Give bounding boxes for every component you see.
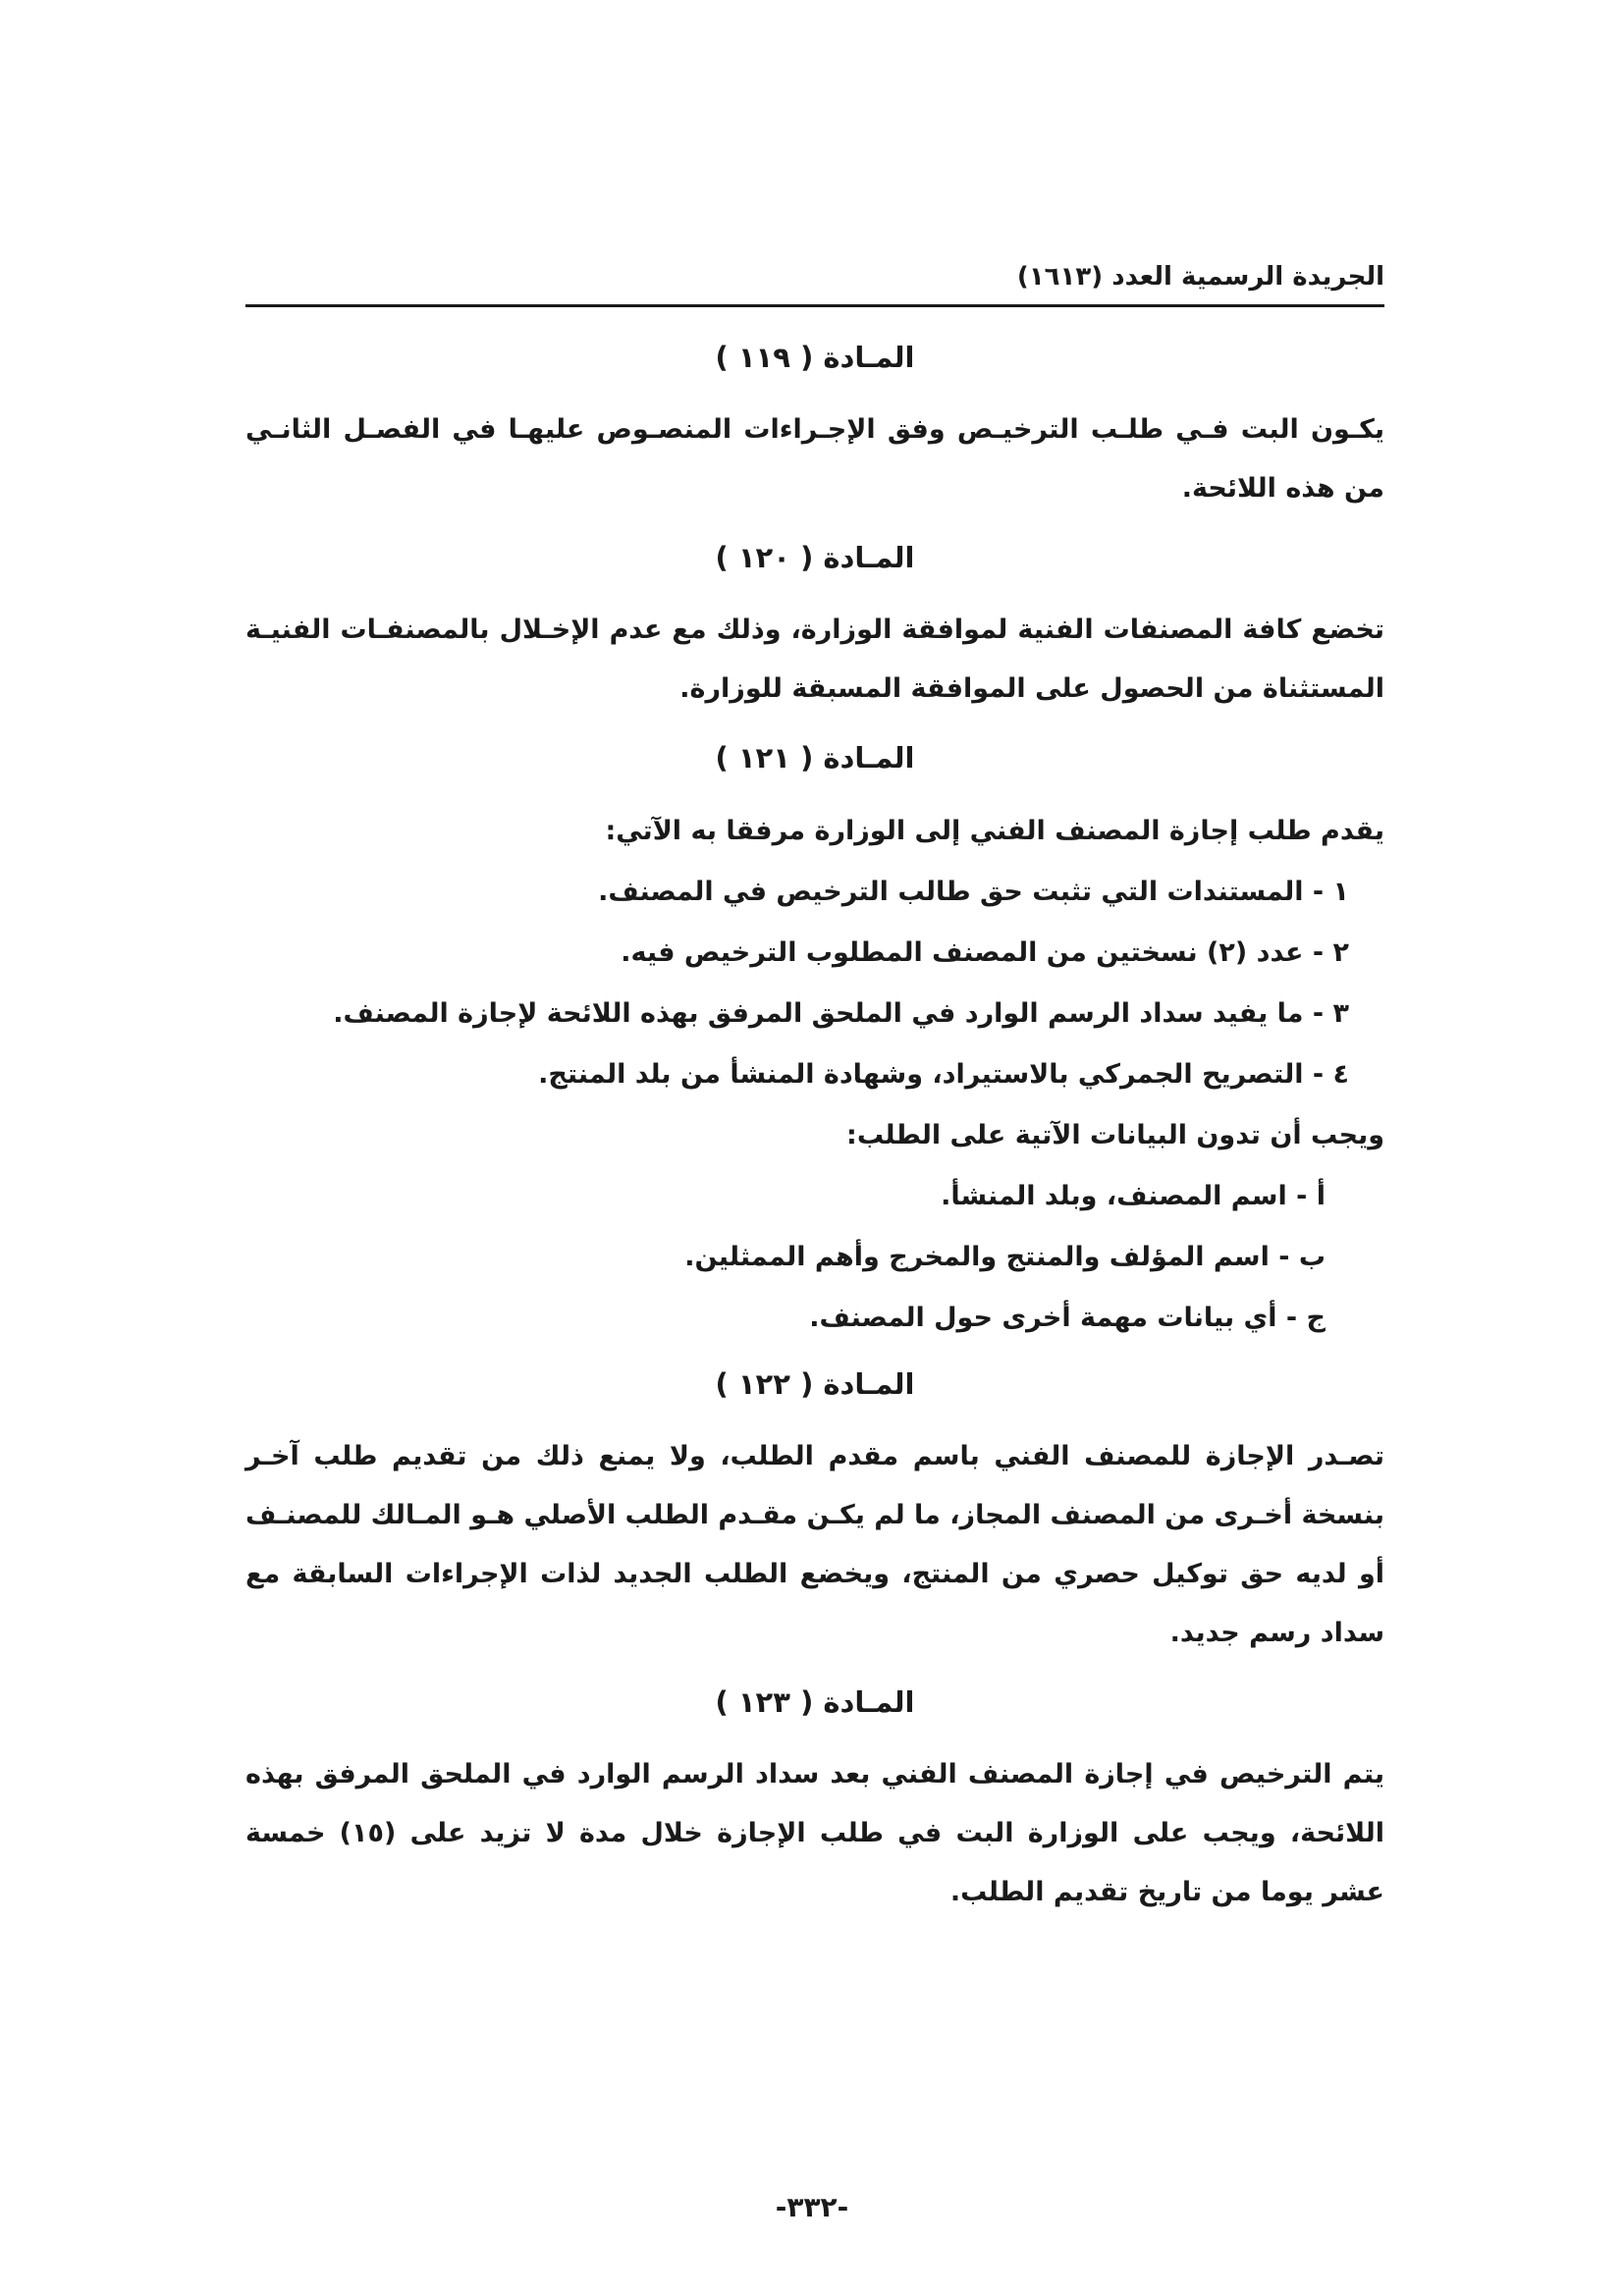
sub-list-item: ب - اسم المؤلف والمنتج والمخرج وأهم الممثلين. (684, 1242, 1326, 1272)
article-122-text: تصـدر الإجازة للمصنف الفني باسم مقدم الطلب، ولا يمنع ذلك من تقديم طلب آخـر بنسخة أخـرى من المصنف المجاز، ما لم يكـن مقـدم الطلب الأصلي هـو المـالك للمصنـف أو لديه حق توكيل حصري من المنتج، ويخضع الطلب الجديد لذات الإجراءات السابقة مع سداد رسم جديد. (245, 1441, 1384, 1648)
article-title-120: المـادة ( ١٢٠ ) (715, 541, 915, 574)
header-divider (245, 304, 1384, 307)
article-121-intro: يقدم طلب إجازة المصنف الفني إلى الوزارة مرفقا به الآتي: (605, 816, 1384, 846)
article-121-intro-2: ويجب أن تدون البيانات الآتية على الطلب: (846, 1120, 1384, 1150)
page-number: -٣٣٢- (775, 2191, 849, 2223)
article-120-text: تخضع كافة المصنفات الفنية لموافقة الوزارة، وذلك مع عدم الإخـلال بالمصنفـات الفنيـة المستثناة من الحصول على الموافقة المسبقة للوزارة. (245, 614, 1384, 704)
article-119-text: يكـون البت فـي طلـب الترخيـص وفق الإجـراءات المنصـوص عليهـا في الفصـل الثانـي من هذه اللائحة. (245, 414, 1384, 504)
article-title-121: المـادة ( ١٢١ ) (715, 741, 915, 774)
page-header (245, 257, 1384, 307)
gazette-title: الجريدة الرسمية العدد (١٦١٣) (1016, 262, 1384, 292)
list-item: ٢ - عدد (٢) نسختين من المصنف المطلوب الترخيص فيه. (621, 937, 1349, 968)
list-item: ٣ - ما يفيد سداد الرسم الوارد في الملحق المرفق بهذه اللائحة لإجازة المصنف. (333, 998, 1349, 1029)
list-item: ٤ - التصريح الجمركي بالاستيراد، وشهادة المنشأ من بلد المنتج. (538, 1059, 1349, 1090)
article-title-119: المـادة ( ١١٩ ) (715, 341, 915, 374)
list-item: ١ - المستندات التي تثبت حق طالب الترخيص في المصنف. (598, 877, 1349, 907)
article-title-122: المـادة ( ١٢٢ ) (715, 1367, 915, 1401)
sub-list-item: أ - اسم المصنف، وبلد المنشأ. (941, 1181, 1326, 1211)
page-content (245, 324, 1384, 1922)
article-123-text: يتم الترخيص في إجازة المصنف الفني بعد سداد الرسم الوارد في الملحق المرفق بهذه اللائحة، ويجب على الوزارة البت في طلب الإجازة خلال مدة لا تزيد على (١٥) خمسة عشر يوما من تاريخ تقديم الطلب. (245, 1759, 1384, 1907)
article-title-123: المـادة ( ١٢٣ ) (715, 1685, 915, 1719)
sub-list-item: ج - أي بيانات مهمة أخرى حول المصنف. (809, 1303, 1326, 1333)
